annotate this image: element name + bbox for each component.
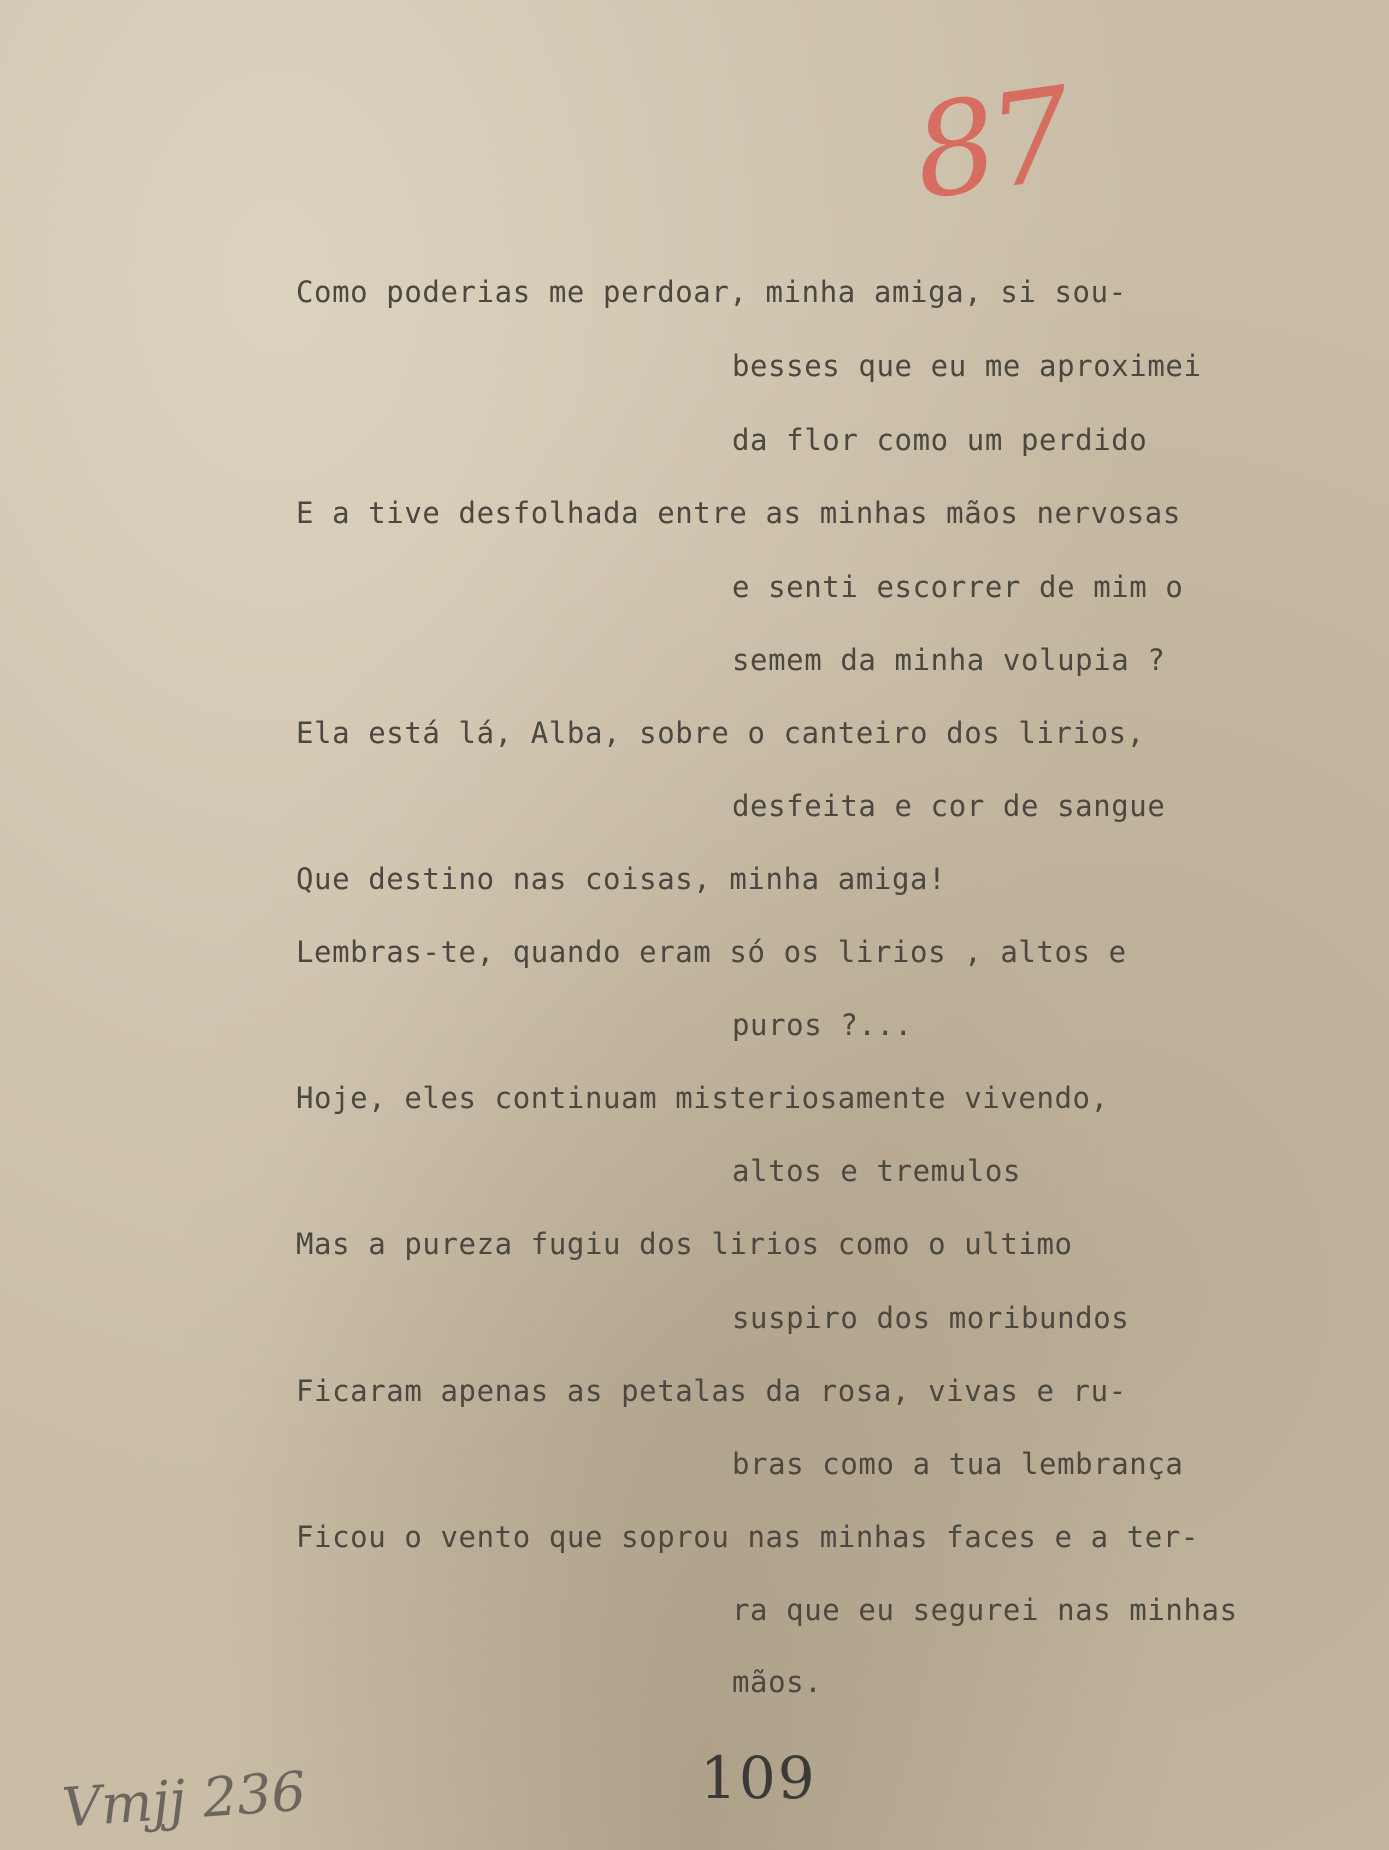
poem-line: Como poderias me perdoar, minha amiga, si sou- [296, 275, 1127, 309]
poem-line: Ficaram apenas as petalas da rosa, vivas e ru- [296, 1374, 1127, 1408]
poem-line: mãos. [732, 1665, 823, 1699]
poem-line: bras como a tua lembrança [732, 1447, 1184, 1481]
handwritten-note: Vmjj 236 [60, 1759, 308, 1840]
poem-line: suspiro dos moribundos [732, 1301, 1130, 1335]
poem-line: da flor como um perdido [732, 423, 1148, 457]
poem-line: E a tive desfolhada entre as minhas mãos nervosas [296, 496, 1181, 530]
poem-line: semem da minha volupia ? [732, 643, 1166, 677]
folio-number: 87 [905, 60, 1076, 229]
reference-stamp: 109 [700, 1744, 817, 1812]
poem-line: desfeita e cor de sangue [732, 789, 1166, 823]
poem-line: besses que eu me aproximei [732, 349, 1202, 383]
poem-line: altos e tremulos [732, 1154, 1021, 1188]
poem-line: Ela está lá, Alba, sobre o canteiro dos lirios, [296, 716, 1145, 750]
poem-line: Mas a pureza fugiu dos lirios como o ultimo [296, 1227, 1073, 1261]
poem-line: Que destino nas coisas, minha amiga! [296, 862, 947, 896]
poem-line: ra que eu segurei nas minhas [732, 1593, 1238, 1627]
poem-line: Lembras-te, quando eram só os lirios , altos e [296, 935, 1127, 969]
poem-line: Ficou o vento que soprou nas minhas faces e a ter- [296, 1520, 1199, 1554]
poem-line: puros ?... [732, 1008, 913, 1042]
poem-line: e senti escorrer de mim o [732, 570, 1184, 604]
poem-line: Hoje, eles continuam misteriosamente vivendo, [296, 1081, 1109, 1115]
